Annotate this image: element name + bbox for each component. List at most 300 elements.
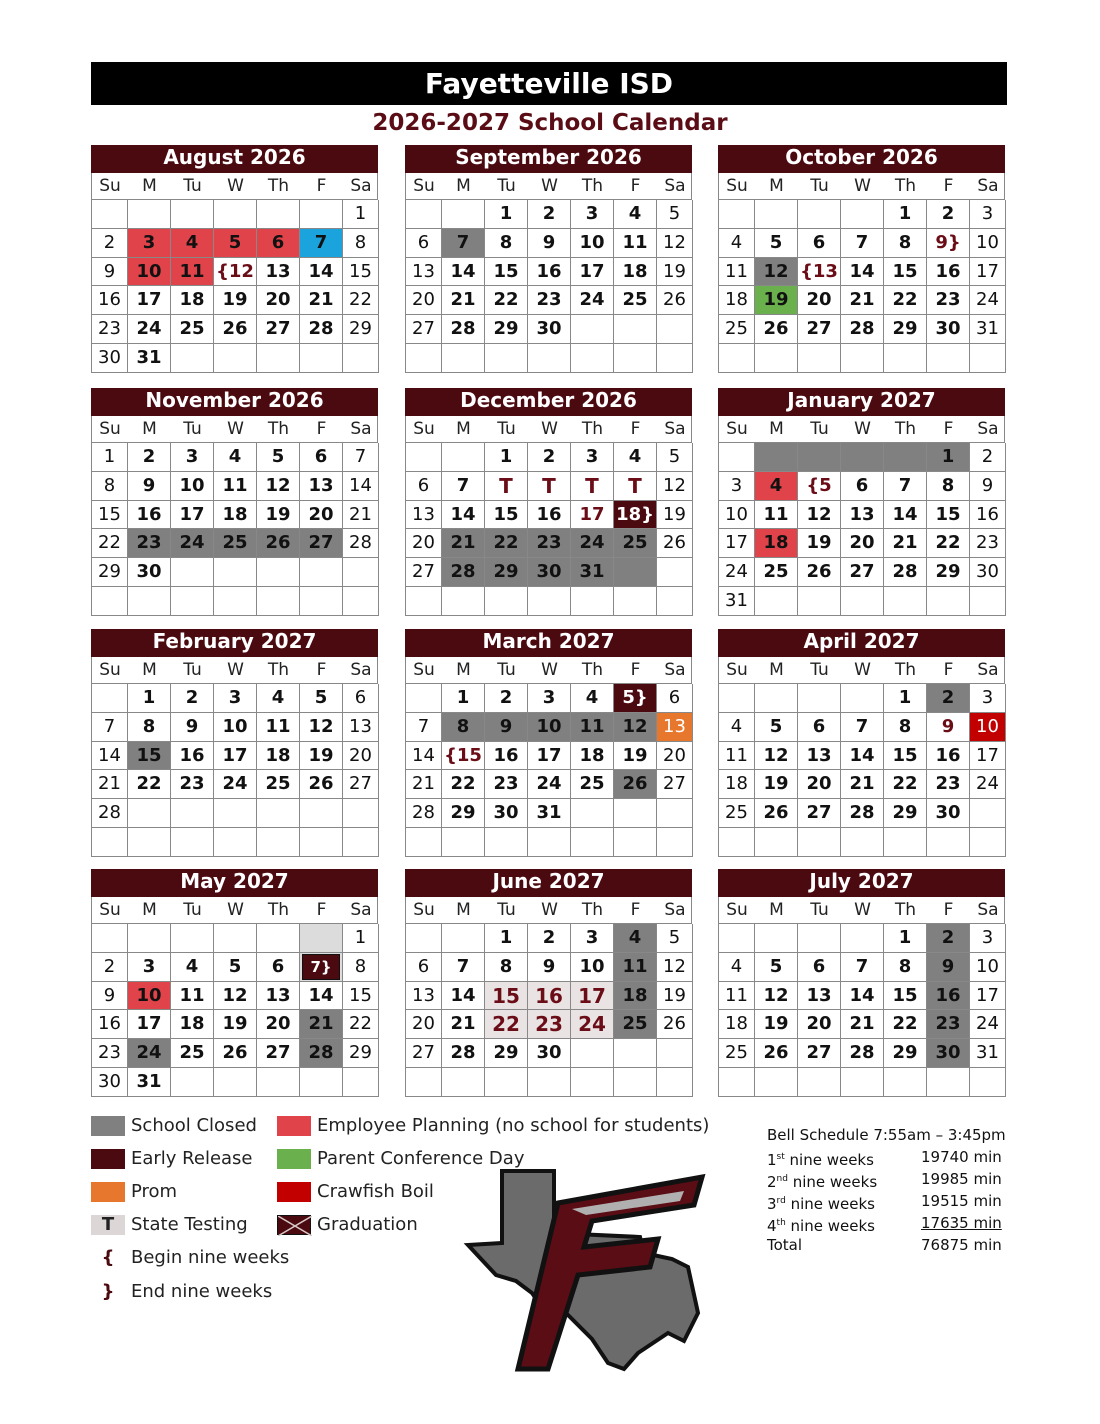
day-cell: 1 <box>884 924 927 953</box>
empty-cell <box>442 443 485 472</box>
day-cell: 19 <box>657 501 693 530</box>
day-cell: 31 <box>970 1039 1006 1068</box>
empty-cell <box>798 924 841 953</box>
empty-cell <box>755 684 798 713</box>
weekday-label: Su <box>99 660 121 680</box>
day-cell: 17 <box>970 982 1006 1011</box>
weekday-label: M <box>142 660 157 680</box>
empty-cell <box>128 828 171 857</box>
day-cell: 3 <box>571 200 614 229</box>
day-cell: 6 <box>343 684 379 713</box>
day-cell: 15 <box>884 982 927 1011</box>
bell-row <box>767 1146 1002 1169</box>
day-cell: 31 <box>128 1068 171 1097</box>
day-cell: 25 <box>171 315 214 344</box>
day-cell: 4 <box>214 443 257 472</box>
weekday-label: Su <box>99 176 121 196</box>
weekday-header <box>405 173 692 199</box>
month-day-grid <box>718 923 1005 1097</box>
weekday-label: M <box>142 176 157 196</box>
legend-swatch-school-closed <box>91 1116 125 1136</box>
day-cell: 2 <box>927 924 970 953</box>
day-cell: 22 <box>343 286 379 315</box>
weekday-label: M <box>769 660 784 680</box>
weekday-label: W <box>854 176 871 196</box>
day-cell: 14 <box>841 258 884 287</box>
day-cell: 18 <box>719 286 755 315</box>
day-cell: 19 <box>614 742 657 771</box>
day-cell: 13 <box>406 258 442 287</box>
day-cell: 17 <box>128 1010 171 1039</box>
day-cell: 28 <box>841 799 884 828</box>
day-cell: 4 <box>719 953 755 982</box>
weekday-label: Th <box>581 660 604 680</box>
empty-cell <box>719 924 755 953</box>
day-cell: 14 <box>841 982 884 1011</box>
empty-cell <box>798 200 841 229</box>
weekday-label: F <box>316 419 327 439</box>
bell-sup: th <box>776 1218 786 1228</box>
day-cell: 19 <box>798 529 841 558</box>
weekday-label: F <box>630 900 641 920</box>
weekday-header <box>405 657 692 683</box>
weekday-label: Sa <box>977 900 999 920</box>
day-cell: 29 <box>92 558 128 587</box>
empty-cell <box>442 587 485 616</box>
bell-ord: 3 <box>767 1195 777 1213</box>
empty-cell <box>657 558 693 587</box>
weekday-label: Sa <box>350 900 372 920</box>
bell-label: nine weeks <box>787 1173 878 1191</box>
day-cell: 8 <box>343 229 379 258</box>
day-cell: 11 <box>614 953 657 982</box>
day-cell: 26 <box>214 315 257 344</box>
day-cell: 8 <box>485 953 528 982</box>
legend-label: End nine weeks <box>131 1281 273 1302</box>
day-cell: 4 <box>571 684 614 713</box>
day-cell: 7 <box>841 953 884 982</box>
day-cell: 13 <box>257 258 300 287</box>
district-title-banner <box>91 62 1007 105</box>
graduation-icon <box>277 1215 311 1235</box>
day-cell: 14 <box>442 982 485 1011</box>
weekday-label: M <box>456 176 471 196</box>
legend-label: State Testing <box>131 1214 248 1235</box>
day-cell: 21 <box>841 1010 884 1039</box>
empty-cell <box>92 828 128 857</box>
legend-swatch-early-release <box>91 1149 125 1169</box>
day-cell: 31 <box>128 344 171 373</box>
empty-cell <box>300 200 343 229</box>
day-cell: 18} <box>614 501 657 530</box>
day-cell: 7 <box>343 443 379 472</box>
weekday-label: Sa <box>664 660 686 680</box>
day-cell <box>300 953 343 982</box>
empty-cell <box>214 1068 257 1097</box>
weekday-header <box>718 657 1005 683</box>
day-cell: 9 <box>92 982 128 1011</box>
day-cell: 12 <box>614 713 657 742</box>
day-cell: 21 <box>841 770 884 799</box>
empty-cell <box>571 828 614 857</box>
empty-cell <box>798 587 841 616</box>
empty-cell <box>571 799 614 828</box>
empty-cell <box>927 828 970 857</box>
empty-cell <box>257 587 300 616</box>
day-cell: 1 <box>485 924 528 953</box>
day-cell: 22 <box>442 770 485 799</box>
month-day-grid <box>91 442 378 616</box>
day-cell: 12 <box>657 953 693 982</box>
empty-cell <box>970 587 1006 616</box>
day-cell: {13 <box>798 258 841 287</box>
day-cell: 4 <box>171 953 214 982</box>
weekday-label: Tu <box>497 419 516 439</box>
legend-label: Prom <box>131 1181 178 1202</box>
day-cell: 12 <box>214 982 257 1011</box>
day-cell: 11 <box>755 501 798 530</box>
day-cell: 28 <box>442 558 485 587</box>
day-cell: 6 <box>798 953 841 982</box>
day-cell: 12 <box>755 258 798 287</box>
empty-cell <box>343 344 379 373</box>
empty-cell <box>406 200 442 229</box>
empty-cell <box>406 684 442 713</box>
month-calendar <box>91 145 378 373</box>
day-cell: 21 <box>300 1010 343 1039</box>
weekday-label: M <box>142 900 157 920</box>
weekday-label: Sa <box>664 176 686 196</box>
day-cell: 25 <box>257 770 300 799</box>
day-cell: 6 <box>841 472 884 501</box>
day-cell: 23 <box>927 286 970 315</box>
day-cell: 30 <box>128 558 171 587</box>
day-cell: 18 <box>257 742 300 771</box>
month-day-grid <box>718 199 1005 373</box>
empty-cell <box>406 924 442 953</box>
day-cell: 1 <box>884 200 927 229</box>
day-cell: {5 <box>798 472 841 501</box>
day-cell: 21 <box>442 1010 485 1039</box>
empty-cell <box>884 344 927 373</box>
day-cell: 4 <box>614 200 657 229</box>
legend-label: Begin nine weeks <box>131 1247 290 1268</box>
day-cell: 18 <box>719 770 755 799</box>
day-cell: 14 <box>300 982 343 1011</box>
day-cell: 24 <box>970 286 1006 315</box>
day-cell: 5 <box>214 229 257 258</box>
empty-cell <box>657 828 693 857</box>
day-cell: 29 <box>884 315 927 344</box>
empty-cell <box>300 587 343 616</box>
day-cell: 16 <box>528 258 571 287</box>
day-cell: 11 <box>171 258 214 287</box>
empty-cell <box>884 828 927 857</box>
empty-cell <box>171 200 214 229</box>
day-cell: 18 <box>171 286 214 315</box>
day-cell: 15 <box>343 982 379 1011</box>
empty-cell <box>798 828 841 857</box>
empty-cell <box>755 1068 798 1097</box>
day-cell: 24 <box>970 1010 1006 1039</box>
open-brace-icon: { <box>101 1247 115 1268</box>
day-cell: 16 <box>128 501 171 530</box>
day-cell: 31 <box>719 587 755 616</box>
day-cell: 16 <box>171 742 214 771</box>
day-cell: 24 <box>571 286 614 315</box>
day-cell: 10 <box>571 229 614 258</box>
weekday-label: Su <box>413 900 435 920</box>
weekday-header <box>91 173 378 199</box>
day-cell: 27 <box>343 770 379 799</box>
empty-cell <box>719 828 755 857</box>
day-cell: 22 <box>128 770 171 799</box>
day-cell: 30 <box>92 344 128 373</box>
bell-value: 19740 min <box>921 1148 1002 1166</box>
legend-label: Early Release <box>131 1148 253 1169</box>
day-cell: 12 <box>798 501 841 530</box>
day-cell: 29 <box>884 1039 927 1068</box>
weekday-label: Sa <box>977 176 999 196</box>
weekday-label: W <box>227 176 244 196</box>
weekday-label: Sa <box>350 660 372 680</box>
weekday-label: W <box>541 176 558 196</box>
month-calendar <box>91 388 378 616</box>
day-cell: 19 <box>257 501 300 530</box>
weekday-label: F <box>943 660 954 680</box>
empty-cell <box>171 828 214 857</box>
weekday-label: Tu <box>497 900 516 920</box>
month-title: August 2026 <box>91 145 378 173</box>
day-cell: 27 <box>257 1039 300 1068</box>
day-cell: 17 <box>571 982 614 1011</box>
bell-row <box>767 1212 1002 1235</box>
month-calendar <box>718 629 1005 857</box>
day-cell: 27 <box>798 315 841 344</box>
weekday-label: M <box>769 419 784 439</box>
empty-cell <box>798 684 841 713</box>
month-calendar <box>91 869 378 1097</box>
weekday-header <box>718 416 1005 442</box>
empty-cell <box>571 344 614 373</box>
day-cell: 7 <box>442 229 485 258</box>
weekday-label: M <box>456 900 471 920</box>
day-cell: 15 <box>343 258 379 287</box>
empty-cell <box>970 799 1006 828</box>
weekday-label: Th <box>894 900 917 920</box>
month-title: February 2027 <box>91 629 378 657</box>
day-cell: 30 <box>927 315 970 344</box>
day-cell: 9 <box>171 713 214 742</box>
empty-cell <box>841 684 884 713</box>
empty-cell <box>300 558 343 587</box>
day-cell: 22 <box>485 529 528 558</box>
empty-cell <box>614 558 657 587</box>
month-title: November 2026 <box>91 388 378 416</box>
empty-cell <box>755 924 798 953</box>
empty-cell <box>719 443 755 472</box>
day-cell: 27 <box>300 529 343 558</box>
day-cell: 4 <box>719 229 755 258</box>
day-cell: 2 <box>92 953 128 982</box>
day-cell: 1 <box>442 684 485 713</box>
day-cell: 26 <box>755 799 798 828</box>
calendar-subtitle: 2026-2027 School Calendar <box>372 110 728 136</box>
day-cell: 29 <box>343 1039 379 1068</box>
day-cell: 20 <box>406 1010 442 1039</box>
day-cell: 21 <box>343 501 379 530</box>
day-cell: 13 <box>798 982 841 1011</box>
day-cell: 12 <box>257 472 300 501</box>
day-cell: 25 <box>719 1039 755 1068</box>
day-cell: 15 <box>485 501 528 530</box>
weekday-label: W <box>227 660 244 680</box>
day-cell: 10 <box>128 982 171 1011</box>
day-cell: 24 <box>970 770 1006 799</box>
empty-cell <box>442 1068 485 1097</box>
day-cell: 2 <box>128 443 171 472</box>
empty-cell <box>970 344 1006 373</box>
day-cell: 19 <box>755 286 798 315</box>
day-cell: 1 <box>343 200 379 229</box>
day-cell: 25 <box>614 1010 657 1039</box>
day-cell: 29 <box>343 315 379 344</box>
day-cell: 14 <box>442 501 485 530</box>
empty-cell <box>528 587 571 616</box>
weekday-label: M <box>769 900 784 920</box>
day-cell: 26 <box>798 558 841 587</box>
day-cell: 20 <box>343 742 379 771</box>
empty-cell <box>798 344 841 373</box>
weekday-label: Tu <box>810 176 829 196</box>
day-cell: 24 <box>171 529 214 558</box>
day-cell: 10 <box>528 713 571 742</box>
day-cell: 30 <box>528 1039 571 1068</box>
day-cell: 7 <box>406 713 442 742</box>
weekday-label: Su <box>726 176 748 196</box>
weekday-label: Tu <box>497 660 516 680</box>
weekday-label: Tu <box>810 660 829 680</box>
day-cell: 28 <box>841 1039 884 1068</box>
month-calendar <box>91 629 378 857</box>
day-cell: 22 <box>92 529 128 558</box>
day-cell: 30 <box>92 1068 128 1097</box>
empty-cell <box>528 1068 571 1097</box>
bell-ord: 2 <box>767 1173 777 1191</box>
day-cell: 20 <box>257 1010 300 1039</box>
weekday-label: Th <box>581 900 604 920</box>
empty-cell <box>485 587 528 616</box>
day-cell: 3 <box>171 443 214 472</box>
empty-cell <box>257 1068 300 1097</box>
legend-swatch-parent-conference <box>277 1149 311 1169</box>
day-cell: 20 <box>406 529 442 558</box>
month-day-grid <box>718 683 1005 857</box>
day-cell: 13 <box>406 982 442 1011</box>
empty-cell <box>214 200 257 229</box>
day-cell: 11 <box>171 982 214 1011</box>
empty-cell <box>128 799 171 828</box>
day-cell: 23 <box>92 315 128 344</box>
weekday-label: F <box>943 900 954 920</box>
empty-cell <box>755 828 798 857</box>
day-cell: 8 <box>884 713 927 742</box>
empty-cell <box>92 924 128 953</box>
empty-cell <box>300 828 343 857</box>
empty-cell <box>719 1068 755 1097</box>
day-cell: 20 <box>257 286 300 315</box>
empty-cell <box>755 200 798 229</box>
day-cell: 8 <box>485 229 528 258</box>
day-cell: 28 <box>300 315 343 344</box>
day-cell: 1 <box>884 684 927 713</box>
day-cell: 3 <box>528 684 571 713</box>
empty-cell <box>171 1068 214 1097</box>
legend-swatch-crawfish-boil <box>277 1182 311 1202</box>
empty-cell <box>406 828 442 857</box>
day-cell: 20 <box>798 1010 841 1039</box>
day-cell: 19 <box>755 770 798 799</box>
empty-cell <box>171 924 214 953</box>
day-cell: 21 <box>92 770 128 799</box>
day-cell: 10 <box>970 229 1006 258</box>
day-cell: 25 <box>755 558 798 587</box>
empty-cell <box>171 344 214 373</box>
day-cell: 9 <box>970 472 1006 501</box>
bell-sup: st <box>776 1152 785 1162</box>
day-cell: 3 <box>970 924 1006 953</box>
day-cell: 22 <box>485 286 528 315</box>
day-cell: 20 <box>657 742 693 771</box>
day-cell: 19 <box>657 258 693 287</box>
day-cell: 6 <box>798 713 841 742</box>
day-cell: 18 <box>214 501 257 530</box>
month-day-grid <box>91 199 378 373</box>
day-cell: 19 <box>755 1010 798 1039</box>
day-cell: 18 <box>614 258 657 287</box>
bell-label: nine weeks <box>785 1217 875 1235</box>
empty-cell <box>571 1039 614 1068</box>
month-day-grid <box>405 683 692 857</box>
empty-cell <box>442 828 485 857</box>
day-cell: 17 <box>528 742 571 771</box>
day-cell: 7 <box>841 229 884 258</box>
district-title: Fayetteville ISD <box>424 67 674 100</box>
day-cell: 14 <box>884 501 927 530</box>
day-cell: 26 <box>755 315 798 344</box>
day-cell: 2 <box>927 684 970 713</box>
day-cell: 31 <box>528 799 571 828</box>
weekday-label: Su <box>413 660 435 680</box>
weekday-header <box>91 657 378 683</box>
day-cell: 23 <box>927 770 970 799</box>
day-cell: 13 <box>841 501 884 530</box>
weekday-label: Sa <box>664 900 686 920</box>
weekday-label: W <box>541 660 558 680</box>
empty-cell <box>406 1068 442 1097</box>
t-icon: T <box>91 1215 125 1235</box>
empty-cell <box>257 828 300 857</box>
day-cell: 5 <box>257 443 300 472</box>
weekday-label: Tu <box>183 660 202 680</box>
day-cell: 25 <box>171 1039 214 1068</box>
day-cell: 9 <box>528 953 571 982</box>
day-cell: 3 <box>128 229 171 258</box>
day-cell: 8 <box>884 953 927 982</box>
empty-cell <box>657 315 693 344</box>
bell-sup: nd <box>776 1174 788 1184</box>
day-cell: 2 <box>528 443 571 472</box>
